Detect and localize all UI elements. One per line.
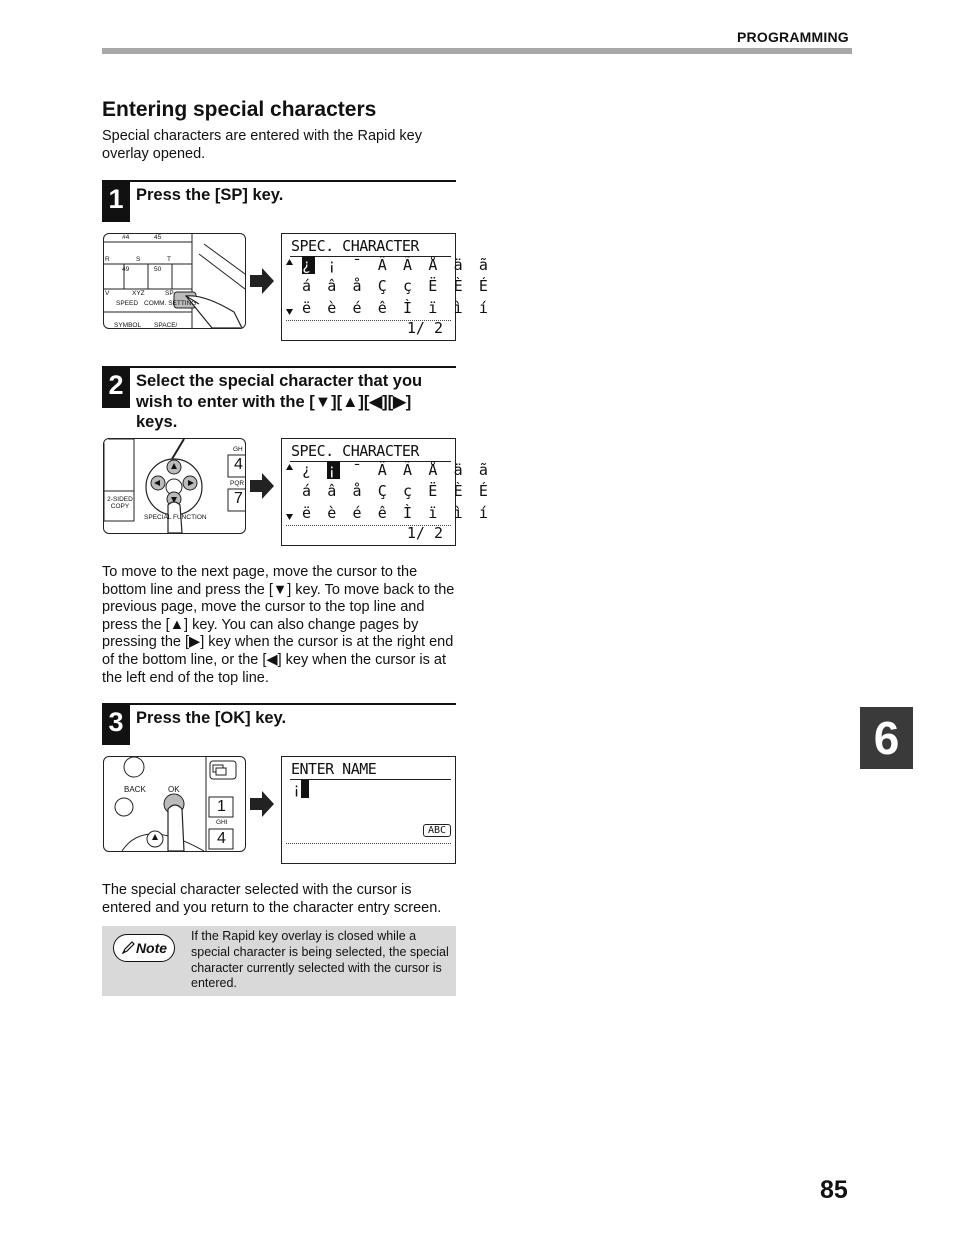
key-label: 50 <box>154 266 162 273</box>
note-box <box>102 926 456 996</box>
down-arrow-icon <box>286 309 293 315</box>
paging-instructions: To move to the next page, move the cursor to the bottom line and press the [▼] key. To move back to the previous page, move the cursor to the top line and press the [▲] key. You can also change pages by pressing the [▶] key when the cursor is at the right end of the bottom line, or the [◀] key when the cursor is at the left end of the top line. <box>102 564 455 686</box>
intro-text: Special characters are entered with the Rapid key overlay opened. <box>102 128 422 162</box>
step-3-lcd-screen <box>281 756 456 864</box>
key-label: 2-SIDED COPY <box>107 496 133 510</box>
step-2-title: Select the special character that you wish to enter with the [▼][▲][◀][▶] keys. <box>136 372 423 431</box>
lcd-row-2: á â å Ç ç Ë È É <box>302 482 492 500</box>
lcd-row-1-pre: ¿ <box>302 461 328 479</box>
key-label: SPEED <box>116 300 139 307</box>
step-1-rule <box>102 180 456 182</box>
header-rule <box>102 48 852 54</box>
note-badge-label: Note <box>135 940 168 956</box>
up-arrow-icon <box>286 259 293 265</box>
section-title: Entering special characters <box>102 98 377 121</box>
key-label: GHI <box>216 819 228 826</box>
lcd-title: ENTER NAME <box>291 760 377 778</box>
entered-char: ¡ <box>292 780 302 798</box>
step-3-number: 3 <box>102 705 130 745</box>
ok-key-label: OK <box>168 785 180 794</box>
sp-key-label: SP <box>165 290 174 297</box>
step-1-title: Press the [SP] key. <box>136 186 284 204</box>
note-text: If the Rapid key overlay is closed while a special character is being selected, the special character currently selected with the cursor is entered. <box>191 929 449 991</box>
key-label: S <box>136 256 141 263</box>
up-arrow-icon <box>286 464 293 470</box>
lcd-title: SPEC. CHARACTER <box>291 237 419 255</box>
key-label: COMM. SETTING <box>144 300 197 307</box>
step-3-title: Press the [OK] key. <box>136 709 287 727</box>
lcd-row-1 <box>302 256 491 274</box>
step-2-rule <box>102 366 456 368</box>
lcd-row-2: á â å Ç ç Ë È É <box>302 277 492 295</box>
result-text: The special character selected with the cursor is entered and you return to the character entry screen. <box>102 882 442 916</box>
key-label: PQR <box>230 480 245 487</box>
step-2-keypad-illustration <box>103 438 246 534</box>
key-label: V <box>105 290 110 297</box>
step-1-keypad-illustration <box>103 233 246 329</box>
lcd-row-3: ë è é ê Ì ï ì í <box>302 299 492 317</box>
keypad-lines <box>104 234 245 328</box>
key-label: 49 <box>122 266 130 273</box>
lcd-underline <box>290 779 451 780</box>
lcd-cursor: ¡ <box>327 461 340 479</box>
lcd-page-indicator: 1/ 2 <box>406 524 443 542</box>
lcd-row-1 <box>302 461 491 479</box>
down-arrow-icon <box>286 514 293 520</box>
input-mode-indicator: ABC <box>423 824 451 837</box>
chapter-tab: 6 <box>860 707 913 769</box>
key-label: XYZ <box>132 290 145 297</box>
running-header: PROGRAMMING <box>737 29 849 45</box>
key-label: SPACE/ <box>154 322 178 329</box>
page-number: 85 <box>820 1176 848 1204</box>
step-2-lcd-screen <box>281 438 492 546</box>
key-label: BACK <box>124 785 146 794</box>
key-label: GH <box>233 446 243 453</box>
lcd-cursor <box>301 780 309 798</box>
key-label: SYMBOL <box>114 322 142 329</box>
lcd-page-indicator: 1/ 2 <box>406 319 443 337</box>
key-label: SPECIAL FUNCTION <box>144 514 207 521</box>
key-label: R <box>105 256 110 263</box>
lcd-row-3: ë è é ê Ì ï ì í <box>302 504 492 522</box>
step-1-number: 1 <box>102 182 130 222</box>
step-3-rule <box>102 703 456 705</box>
lcd-title: SPEC. CHARACTER <box>291 442 419 460</box>
key-label: 4 <box>234 456 243 473</box>
lcd-row-1-text: ¡ ¯ Ä Ã Å ä ã <box>314 256 492 274</box>
lcd-dotted-line <box>286 843 451 844</box>
pencil-icon <box>121 941 135 955</box>
note-badge <box>113 934 175 962</box>
step-2-number: 2 <box>102 368 130 408</box>
right-arrow-icon <box>250 473 274 499</box>
lcd-cursor: ¿ <box>302 256 315 274</box>
key-label: 7 <box>234 490 243 507</box>
key-label: 1 <box>217 798 226 815</box>
right-arrow-icon <box>250 268 274 294</box>
lcd-entered-text <box>292 780 309 798</box>
key-label: T <box>167 256 171 263</box>
step-3-keypad-illustration <box>103 756 246 852</box>
lcd-row-1-text: ¯ Ä Ã Å ä ã <box>339 461 492 479</box>
key-label: #4 <box>122 234 130 241</box>
key-label: 45 <box>154 234 162 241</box>
key-label: 4 <box>217 830 226 847</box>
right-arrow-icon <box>250 791 274 817</box>
step-1-lcd-screen <box>281 233 492 341</box>
